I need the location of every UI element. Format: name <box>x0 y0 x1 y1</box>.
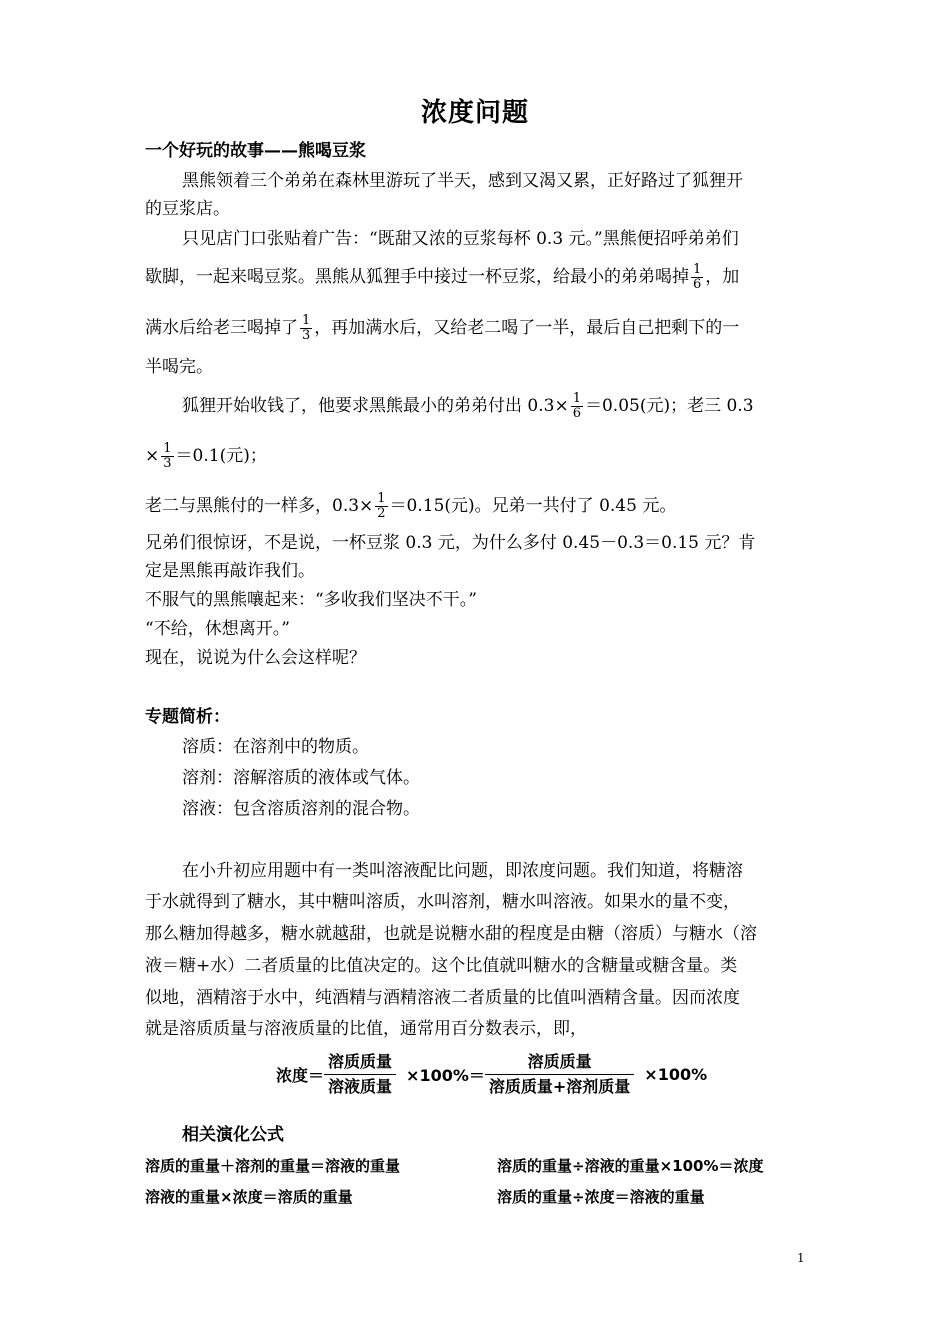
page-number: 1 <box>797 1251 805 1265</box>
story-p2-line3-text: 满水后给老三喝掉了 <box>145 318 298 338</box>
analysis-para-line4: 液＝糖+水）二者质量的比值决定的。这个比值就叫糖水的含糖量或糖含量。类 <box>145 956 738 976</box>
analysis-para-line1: 在小升初应用题中有一类叫溶液配比问题，即浓度问题。我们知道，将糖溶 <box>182 861 743 881</box>
story-p4 <box>145 492 676 521</box>
analysis-para-line5: 似地，酒精溶于水中，纯酒精与酒精溶液二者质量的比值叫酒精含量。因而浓度 <box>145 988 740 1008</box>
story-p5-line2: 定是黑熊再敲诈我们。 <box>145 561 315 581</box>
story-p2-line2-tail: ，加 <box>705 267 740 287</box>
related-formula-r1c2: 溶质的重量÷溶液的重量×100%＝浓度 <box>497 1157 764 1175</box>
analysis-heading: 专题简析： <box>145 707 230 727</box>
story-p1-line1: 黑熊领着三个弟弟在森林里游玩了半天，感到又渴又累，正好路过了狐狸开 <box>182 171 743 191</box>
fraction-one-half: $\frac{1}{2}$ <box>377 491 386 521</box>
analysis-para-line3: 那么糖加得越多，糖水就越甜，也就是说糖水甜的程度是由糖（溶质）与糖水（溶 <box>145 924 757 944</box>
story-p3-line1 <box>182 392 754 421</box>
story-p6: 不服气的黑熊嚷起来：“多收我们坚决不干。” <box>145 590 477 610</box>
story-p3-line1-tail: ＝0.05(元)；老三 0.3 <box>584 396 754 416</box>
formula-lhs: 浓度＝ <box>276 1066 325 1085</box>
story-p3-line1-text: 狐狸开始收钱了，他要求黑熊最小的弟弟付出 0.3× <box>182 396 569 416</box>
story-p2-line2-text: 歇脚，一起来喝豆浆。黑熊从狐狸手中接过一杯豆浆，给最小的弟弟喝掉 <box>145 267 689 287</box>
related-formula-r2c2: 溶质的重量÷浓度＝溶液的重量 <box>497 1188 705 1206</box>
story-p3-line2 <box>145 442 267 471</box>
story-p4-tail: ＝0.15(元)。兄弟一共付了 0.45 元。 <box>389 496 677 516</box>
story-p5-line1: 兄弟们很惊讶，不是说，一杯豆浆 0.3 元，为什么多付 0.45－0.3＝0.15 元？肯 <box>145 533 756 553</box>
story-p7: “不给，休想离开。” <box>145 619 290 639</box>
fraction-one-sixth: $\frac{1}{6}$ <box>693 262 702 292</box>
story-p2-line4: 半喝完。 <box>145 357 213 377</box>
story-p3-line2-tail: ＝0.1(元)； <box>175 446 267 466</box>
formula-fraction-2: $\frac{\text{溶质质量}}{\text{溶质质量+溶剂质量}}$ <box>485 1050 634 1099</box>
fraction-one-third: $\frac{1}{3}$ <box>302 313 311 343</box>
story-p8: 现在，说说为什么会这样呢？ <box>145 648 366 668</box>
times-sign: × <box>145 446 160 466</box>
definition-solution: 溶液：包含溶质溶剂的混合物。 <box>182 799 420 819</box>
analysis-para-line2: 于水就得到了糖水，其中糖叫溶质，水叫溶剂，糖水叫溶液。如果水的量不变， <box>145 892 740 912</box>
story-heading: 一个好玩的故事——熊喝豆浆 <box>145 141 366 161</box>
story-p2-line2 <box>145 263 739 292</box>
story-p2-line3 <box>145 314 739 343</box>
analysis-para-line6: 就是溶质质量与溶液质量的比值，通常用百分数表示，即， <box>145 1019 587 1039</box>
definition-solvent: 溶剂：溶解溶质的液体或气体。 <box>182 768 420 788</box>
definition-solute: 溶质：在溶剂中的物质。 <box>182 737 369 757</box>
related-formula-r1c1: 溶质的重量＋溶剂的重量＝溶液的重量 <box>145 1157 401 1175</box>
formula-mid: ×100%＝ <box>406 1066 485 1085</box>
fraction-one-sixth: $\frac{1}{6}$ <box>572 391 581 421</box>
story-p1-line2: 的豆浆店。 <box>145 199 230 219</box>
formula-fraction-1: $\frac{\text{溶质质量}}{\text{溶液质量}}$ <box>324 1050 396 1099</box>
story-p4-text: 老二与黑熊付的一样多，0.3× <box>145 496 374 516</box>
formula-tail: ×100% <box>644 1065 708 1084</box>
story-p2-line3-tail: ，再加满水后，又给老二喝了一半，最后自己把剩下的一 <box>314 318 740 338</box>
concentration-formula <box>276 1050 707 1110</box>
related-formula-r2c1: 溶液的重量×浓度＝溶质的重量 <box>145 1188 353 1206</box>
story-p2-line1: 只见店门口张贴着广告：“既甜又浓的豆浆每杯 0.3 元。”黑熊便招呼弟弟们 <box>182 229 739 249</box>
page-title: 浓度问题 <box>420 98 529 128</box>
fraction-one-third: $\frac{1}{3}$ <box>163 441 172 471</box>
related-heading: 相关演化公式 <box>182 1125 284 1145</box>
